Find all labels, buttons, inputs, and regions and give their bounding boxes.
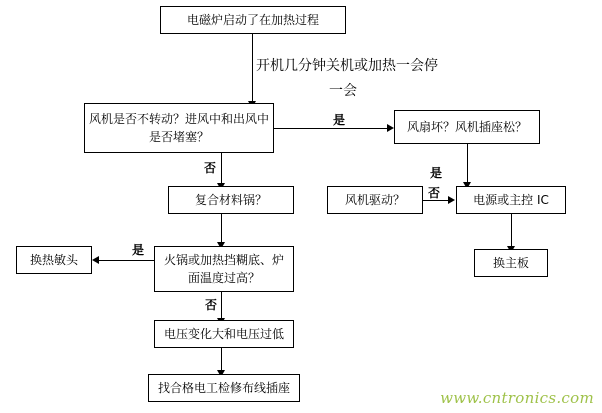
edge-fan-to-fanbad: [274, 128, 389, 129]
label-overheat-no: 否: [205, 298, 218, 312]
node-fan-check: [84, 103, 274, 153]
edge-fandrive-to-poweric: [423, 200, 450, 201]
node-start: [160, 6, 346, 34]
node-change-head: [16, 246, 92, 274]
text-symptom-cont: 一会: [329, 83, 357, 99]
node-power-ic: [456, 186, 566, 214]
node-electrician: [148, 374, 300, 402]
node-electrician-label: 找合格电工检修布线插座: [157, 380, 290, 395]
node-start-label: 电磁炉启动了在加热过程: [186, 12, 319, 27]
label-fan-yes: 是: [333, 113, 346, 127]
node-overheat: [154, 246, 294, 292]
node-voltage-label: 电压变化大和电压过低: [163, 326, 284, 341]
edge-overheat-to-changehead: [94, 260, 154, 261]
label-fan-no: 否: [204, 161, 217, 175]
node-fan-drive-label: 风机驱动？: [344, 192, 405, 207]
arrow-fan-to-fanbad: [387, 124, 394, 132]
node-voltage: [154, 320, 294, 348]
edge-poweric-to-mainboard: [511, 214, 512, 248]
node-fan-check-label: 风机是否不转动？进风中和出风中是否堵塞？: [89, 112, 270, 144]
edge-overheat-to-voltage: [221, 292, 222, 320]
edge-voltage-to-electrician: [221, 348, 222, 372]
node-pot-label: 复合材料锅？: [194, 192, 267, 207]
label-overheat-yes: 是: [132, 243, 145, 257]
node-fan-bad-label: 风扇坏？风机插座松？: [406, 119, 527, 134]
edge-start-to-fan: [252, 34, 253, 103]
label-fan-drive-no: 否: [428, 186, 441, 200]
node-fan-bad: [394, 110, 540, 144]
edge-fan-to-pot: [221, 153, 222, 185]
label-fan-drive-yes: 是: [430, 166, 443, 180]
node-power-ic-label: 电源或主控 IC: [473, 192, 549, 207]
edge-fanbad-to-poweric: [467, 144, 468, 184]
text-symptom: 开机几分钟关机或加热一会停: [256, 58, 438, 74]
node-overheat-label: 火锅或加热挡糊底、炉面温度过高？: [163, 253, 284, 285]
arrow-overheat-to-changehead: [92, 256, 99, 264]
edge-pot-to-overheat: [221, 214, 222, 244]
arrow-fandrive-to-poweric: [448, 196, 455, 204]
node-pot: [168, 186, 294, 214]
watermark: www.cntronics.com: [440, 389, 594, 407]
node-mainboard: [474, 249, 548, 277]
node-change-head-label: 换热敏头: [29, 252, 78, 267]
node-mainboard-label: 换主板: [492, 255, 529, 270]
node-fan-drive: [327, 186, 423, 214]
